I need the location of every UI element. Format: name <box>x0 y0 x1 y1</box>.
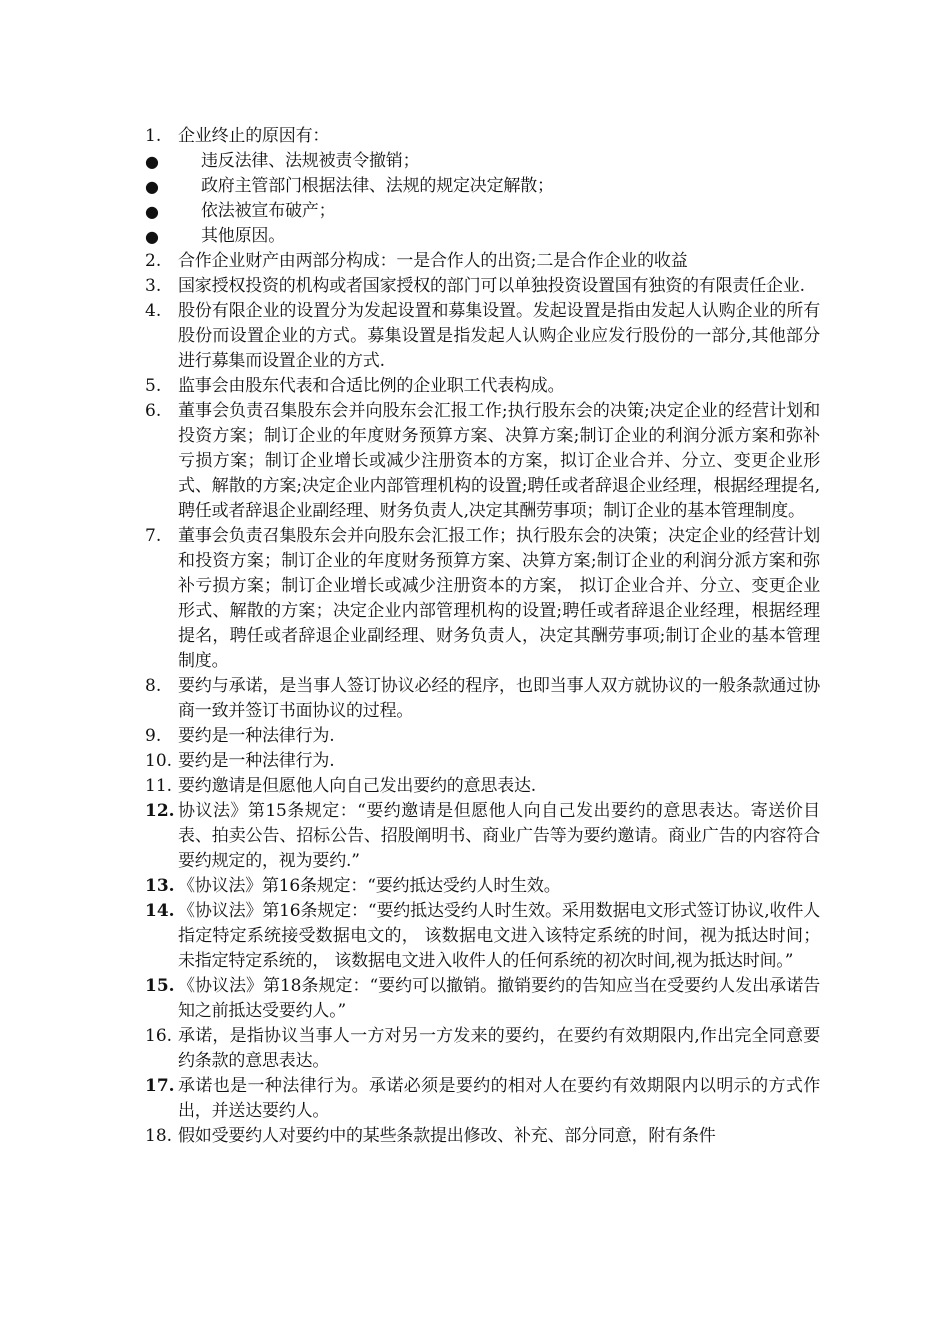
item-text: 国家授权投资的机构或者国家授权的部门可以单独投资设置国有独资的有限责任企业. <box>178 276 805 296</box>
item-number: 8. <box>145 676 162 696</box>
list-item-7 <box>145 524 820 674</box>
item-number: 16. <box>145 1026 173 1046</box>
list-item-4 <box>145 299 820 374</box>
item-number: 13. <box>145 876 175 896</box>
item-text: 承诺，是指协议当事人一方对另一方发来的要约，在要约有效期限内,作出完全同意要约条款的意思表达。 <box>178 1026 820 1071</box>
bullet-item <box>145 224 820 249</box>
list-item-13 <box>145 874 820 899</box>
item-number: 18. <box>145 1126 173 1146</box>
item-text: 企业终止的原因有： <box>178 126 330 146</box>
bullet-text: 其他原因。 <box>201 226 285 246</box>
item-text: 监事会由股东代表和合适比例的企业职工代表构成。 <box>178 376 565 396</box>
list-item-10 <box>145 749 820 774</box>
item-number: 12. <box>145 801 175 821</box>
bullet-item <box>145 149 820 174</box>
item-text: 董事会负责召集股东会并向股东会汇报工作;执行股东会的决策;决定企业的经营计划和投资方案；制订企业的年度财务预算方案、决算方案;制订企业的利润分派方案和弥补亏损方案；制订企业增长或减少注册资本的方案，拟订企业合并、分立、变更企业形式、解散的方案;决定企业内部管理机构的设置;聘任或者辞退企业经理，根据经理提名,聘任或者辞退企业副经理、财务负责人,决定其酬劳事项；制订企业的基本管理制度。 <box>178 401 820 521</box>
item-number: 9. <box>145 726 162 746</box>
item-number: 2. <box>145 251 162 271</box>
item-text: 要约与承诺，是当事人签订协议必经的程序，也即当事人双方就协议的一般条款通过协商一致并签订书面协议的过程。 <box>178 676 820 721</box>
item-text: 要约邀请是但愿他人向自己发出要约的意思表达. <box>178 776 537 796</box>
item-text: 要约是一种法律行为. <box>178 726 335 746</box>
item-number: 3. <box>145 276 162 296</box>
item-number: 11. <box>145 776 173 796</box>
item-text: 承诺也是一种法律行为。承诺必须是要约的相对人在要约有效期限内以明示的方式作出，并送达要约人。 <box>178 1076 820 1121</box>
item-number: 5. <box>145 376 162 396</box>
bullet-item <box>145 174 820 199</box>
item-text: 《协议法》第16条规定：“要约抵达受约人时生效。 <box>178 876 561 896</box>
bullet-icon: ● <box>145 227 159 246</box>
item-text: 股份有限企业的设置分为发起设置和募集设置。发起设置是指由发起人认购企业的所有股份而设置企业的方式。募集设置是指发起人认购企业应发行股份的一部分,其他部分进行募集而设置企业的方式. <box>178 301 820 371</box>
item-number: 14. <box>145 901 175 921</box>
list-item-11 <box>145 774 820 799</box>
item-text: 假如受要约人对要约中的某些条款提出修改、补充、部分同意，附有条件 <box>178 1126 716 1146</box>
bullet-icon: ● <box>145 202 159 221</box>
item-text: 协议法》第15条规定：“要约邀请是但愿他人向自己发出要约的意思表达。寄送价目表、拍卖公告、招标公告、招股阐明书、商业广告等为要约邀请。商业广告的内容符合要约规定的，视为要约.” <box>178 801 820 871</box>
list-item-17 <box>145 1074 820 1124</box>
list-item-9 <box>145 724 820 749</box>
item-text: 《协议法》第18条规定：“要约可以撤销。撤销要约的告知应当在受要约人发出承诺告知之前抵达受要约人。” <box>178 976 820 1021</box>
item-number: 7. <box>145 526 162 546</box>
list-item-3 <box>145 274 820 299</box>
item-number: 1. <box>145 126 162 146</box>
item-number: 4. <box>145 301 162 321</box>
list-item-15 <box>145 974 820 1024</box>
list-item-5 <box>145 374 820 399</box>
item-number: 15. <box>145 976 175 996</box>
document-body <box>145 124 820 1149</box>
item-text: 《协议法》第16条规定：“要约抵达受约人时生效。采用数据电文形式签订协议,收件人指定特定系统接受数据电文的， 该数据电文进入该特定系统的时间，视为抵达时间；未指定特定系统的， 该数据电文进入收件人的任何系统的初次时间,视为抵达时间。” <box>178 901 820 971</box>
item-number: 6. <box>145 401 162 421</box>
item-number: 10. <box>145 751 173 771</box>
bullet-text: 政府主管部门根据法律、法规的规定决定解散； <box>201 176 554 196</box>
list-item-8 <box>145 674 820 724</box>
list-item-14 <box>145 899 820 974</box>
item-number: 17. <box>145 1076 175 1096</box>
bullet-icon: ● <box>145 177 159 196</box>
bullet-text: 依法被宣布破产； <box>201 201 336 221</box>
bullet-icon: ● <box>145 152 159 171</box>
list-item-2 <box>145 249 820 274</box>
item-text: 要约是一种法律行为. <box>178 751 335 771</box>
list-item-16 <box>145 1024 820 1074</box>
list-item-1 <box>145 124 820 149</box>
bullet-item <box>145 199 820 224</box>
list-item-18 <box>145 1124 820 1149</box>
list-item-12 <box>145 799 820 874</box>
bullet-text: 违反法律、法规被责令撤销； <box>201 151 420 171</box>
item-text: 董事会负责召集股东会并向股东会汇报工作；执行股东会的决策；决定企业的经营计划和投资方案；制订企业的年度财务预算方案、决算方案;制订企业的利润分派方案和弥补亏损方案；制订企业增长或减少注册资本的方案， 拟订企业合并、分立、变更企业形式、解散的方案；决定企业内部管理机构的设置;聘任或者辞退企业经理，根据经理提名，聘任或者辞退企业副经理、财务负责人，决定其酬劳事项;制订企业的基本管理制度。 <box>178 526 820 671</box>
item-text: 合作企业财产由两部分构成：一是合作人的出资;二是合作企业的收益 <box>178 251 688 271</box>
list-item-6 <box>145 399 820 524</box>
